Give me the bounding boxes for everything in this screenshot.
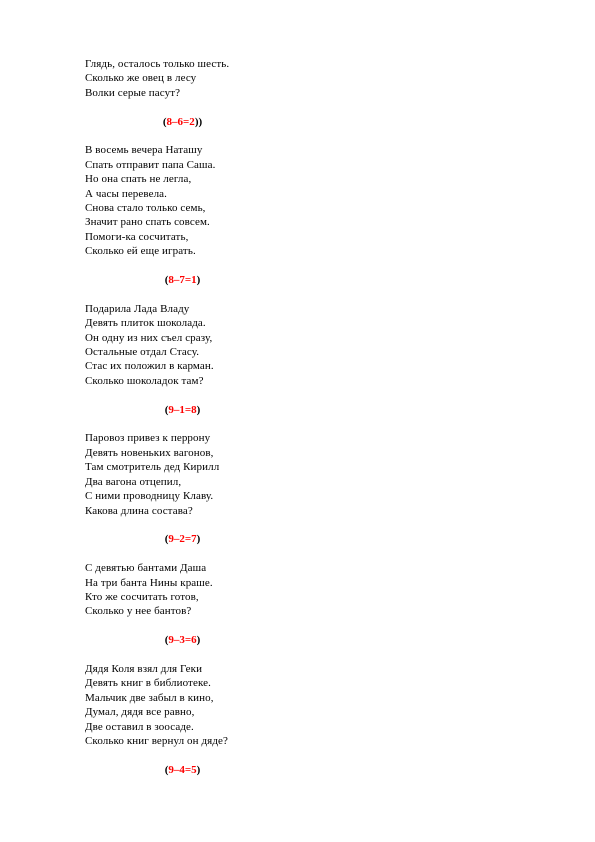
answer-expression: 8–6=2 [166,115,195,128]
answer-equation [85,403,280,417]
poem-line: Значит рано спать совсем. [85,216,210,229]
answer-expression: 8–7=1 [168,274,197,287]
poem-line: А часы перевела. [85,187,168,200]
answer-open-paren: ( [164,403,169,416]
answer-expression: 9–3=6 [168,634,197,647]
poem-line: С ними проводницу Клаву. [85,490,214,503]
answer-close-paren: )) [194,115,203,128]
poem-line: Подарила Лада Владу [85,302,190,315]
poem-line: Снова стало только семь, [85,202,206,215]
answer-open-paren: ( [164,763,169,776]
answer-open-paren: ( [164,533,169,546]
answer-equation [85,115,280,129]
poem-line: Стас их положил в карман. [85,360,214,373]
answer-expression: 9–2=7 [168,533,197,546]
poem-line: Девять новеньких вагонов, [85,446,214,459]
poem-line: Какова длина состава? [85,504,193,517]
poem-content [85,57,525,792]
stanza-2 [85,143,525,287]
poem-line: Но она спать не легла, [85,173,192,186]
answer-close-paren: ) [196,274,201,287]
answer-open-paren: ( [164,274,169,287]
answer-close-paren: ) [196,763,201,776]
poem-line: Помоги-ка сосчитать, [85,230,189,243]
poem-line: Думал, дядя все равно, [85,706,195,719]
poem-line: Там смотритель дед Кирилл [85,461,220,474]
poem-line: Сколько ей еще играть. [85,245,196,258]
answer-close-paren: ) [196,533,201,546]
poem-line: С девятью бантами Даша [85,562,207,575]
answer-equation [85,633,280,647]
poem-line: Два вагона отцепил, [85,475,182,488]
answer-equation [85,532,280,546]
poem-line: В восемь вечера Наташу [85,144,203,157]
poem-line: Волки серые пасут? [85,86,181,99]
poem-line: Спать отправит папа Саша. [85,158,216,171]
answer-close-paren: ) [196,403,201,416]
stanza-6 [85,662,525,777]
answer-equation [85,763,280,777]
stanza-4 [85,431,525,546]
stanza-5 [85,561,525,647]
poem-line: Сколько же овец в лесу [85,72,197,85]
poem-line: Сколько книг вернул он дяде? [85,734,229,747]
answer-open-paren: ( [164,634,169,647]
poem-line: Глядь, осталось только шесть. [85,58,230,70]
poem-line: Девять плиток шоколада. [85,317,206,330]
answer-expression: 9–1=8 [168,403,197,416]
answer-close-paren: ) [196,634,201,647]
poem-line: Паровоз привез к перрону [85,432,211,445]
poem-line: Кто же сосчитать готов, [85,590,199,603]
answer-open-paren: ( [162,115,167,128]
poem-line: Остальные отдал Стасу. [85,346,200,359]
poem-line: На три банта Нины краше. [85,576,213,589]
answer-expression: 9–4=5 [168,763,197,776]
poem-line: Сколько шоколадок там? [85,374,204,387]
poem-line: Две оставил в зоосаде. [85,720,194,733]
poem-line: Мальчик две забыл в кино, [85,691,214,704]
poem-line: Сколько у нее бантов? [85,605,192,618]
stanza-3 [85,302,525,417]
answer-equation [85,273,280,287]
poem-line: Девять книг в библиотеке. [85,677,211,690]
stanza-1 [85,57,525,129]
poem-line: Дядя Коля взял для Геки [85,662,203,675]
poem-line: Он одну из них съел сразу, [85,331,213,344]
